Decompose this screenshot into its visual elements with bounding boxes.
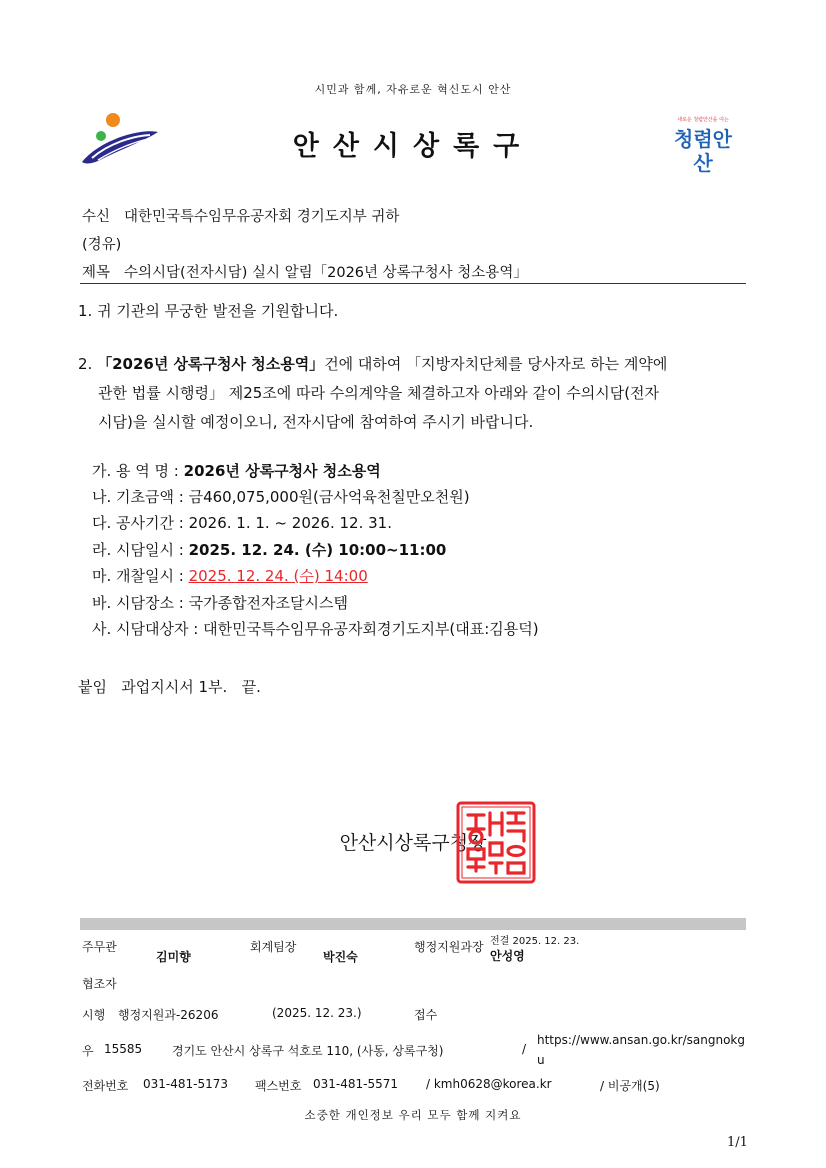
paragraph-2-number: 2. bbox=[78, 355, 98, 373]
item-period bbox=[92, 512, 392, 533]
address-separator: / bbox=[522, 1042, 527, 1056]
slogan: 시민과 함께, 자유로운 혁신도시 안산 bbox=[314, 83, 512, 96]
item-value: 2026년 상록구청사 청소용역 bbox=[183, 462, 381, 480]
enforce-number: 행정지원과-26206 bbox=[118, 1008, 219, 1022]
privacy-note: 소중한 개인정보 우리 모두 함께 지켜요 bbox=[304, 1108, 522, 1122]
fax-number: 031-481-5571 bbox=[313, 1077, 399, 1091]
item-key: 라. 시담일시 : bbox=[92, 541, 184, 559]
subject-label: 제목 bbox=[82, 265, 111, 281]
header-divider bbox=[80, 283, 746, 284]
item-value: 금460,075,000원(금사억육천칠만오천원) bbox=[188, 488, 470, 506]
receive-label: 접수 bbox=[414, 1008, 438, 1022]
signer-name: 안산시상록구청장 bbox=[339, 832, 487, 854]
item-value: 2026. 1. 1. ~ 2026. 12. 31. bbox=[188, 514, 392, 532]
postcode-label: 우 bbox=[82, 1044, 94, 1058]
item-target bbox=[92, 618, 539, 639]
paragraph-2-bold: 「2026년 상록구청사 청소용역」 bbox=[97, 355, 325, 373]
item-opening-datetime bbox=[92, 565, 368, 586]
cooperator-label: 협조자 bbox=[82, 977, 117, 991]
item-key: 바. 시담장소 : bbox=[92, 594, 184, 612]
phone-number: 031-481-5173 bbox=[143, 1077, 229, 1091]
footer-bar bbox=[80, 918, 746, 930]
website-link[interactable]: https://www.ansan.go.kr/sangnokgu bbox=[537, 1033, 745, 1067]
team-leader-label: 회계팀장 bbox=[250, 940, 297, 954]
item-value: 2025. 12. 24. (수) 14:00 bbox=[188, 567, 368, 585]
subject-line bbox=[82, 261, 528, 282]
item-key: 마. 개찰일시 : bbox=[92, 567, 184, 585]
address: 경기도 안산시 상록구 석호로 110, (사동, 상록구청) bbox=[172, 1044, 444, 1058]
item-value: 국가종합전자조달시스템 bbox=[188, 594, 348, 612]
fax-label: 팩스번호 bbox=[255, 1079, 302, 1093]
via-label: (경유) bbox=[82, 237, 122, 253]
paragraph-2-line-3: 시담)을 실시할 예정이오니, 전자시담에 참여하여 주시기 바랍니다. bbox=[98, 413, 534, 431]
clean-ansan-logo bbox=[668, 116, 738, 175]
email-address[interactable]: / kmh0628@korea.kr bbox=[426, 1077, 552, 1091]
org-title: 안산시상록구 bbox=[292, 131, 534, 162]
official-seal-icon bbox=[456, 801, 536, 884]
item-key: 다. 공사기간 : bbox=[92, 514, 184, 532]
item-negotiation-datetime bbox=[92, 539, 446, 560]
item-value: 대한민국특수임무유공자회경기도지부(대표:김용덕) bbox=[203, 620, 539, 638]
team-leader-name: 박진숙 bbox=[323, 950, 358, 964]
disclosure-status: / 비공개(5) bbox=[600, 1079, 660, 1093]
attachment-line: 붙임 과업지시서 1부. 끝. bbox=[78, 678, 261, 696]
logo-main-text: 청렴안산 bbox=[674, 127, 732, 175]
postcode: 15585 bbox=[104, 1042, 143, 1056]
item-location bbox=[92, 592, 348, 613]
enforce-date: (2025. 12. 23.) bbox=[272, 1006, 362, 1020]
paragraph-2 bbox=[78, 350, 748, 437]
logo-small-text: 새로운 청렴안산을 여는 bbox=[677, 117, 729, 123]
item-key: 가. 용 역 명 : bbox=[92, 462, 179, 480]
drafter-name: 김미향 bbox=[156, 950, 191, 964]
recipient-value: 대한민국특수임무유공자회 경기도지부 귀하 bbox=[124, 209, 400, 225]
item-value: 2025. 12. 24. (수) 10:00~11:00 bbox=[188, 541, 447, 559]
paragraph-2-line-1 bbox=[78, 350, 748, 379]
approval-note: 전결 2025. 12. 23. bbox=[490, 936, 580, 947]
recipient-label: 수신 bbox=[82, 209, 111, 225]
enforce-label: 시행 bbox=[82, 1008, 106, 1022]
chief-label: 행정지원과장 bbox=[414, 940, 484, 954]
subject-value: 수의시담(전자시담) 실시 알림「2026년 상록구청사 청소용역」 bbox=[124, 265, 528, 281]
paragraph-2-rest: 건에 대하여 「지방자치단체를 당사자로 하는 계약에 bbox=[324, 355, 668, 373]
item-key: 나. 기초금액 : bbox=[92, 488, 184, 506]
page-number: 1/1 bbox=[727, 1135, 748, 1150]
drafter-label: 주무관 bbox=[82, 940, 117, 954]
recipient-line bbox=[82, 205, 399, 226]
chief-name: 안성영 bbox=[490, 949, 525, 963]
item-base-amount bbox=[92, 486, 470, 507]
item-service-name bbox=[92, 460, 381, 481]
item-key: 사. 시담대상자 : bbox=[92, 620, 199, 638]
paragraph-1: 1. 귀 기관의 무궁한 발전을 기원합니다. bbox=[78, 302, 339, 320]
phone-label: 전화번호 bbox=[82, 1079, 129, 1093]
paragraph-2-line-2: 관한 법률 시행령」 제25조에 따라 수의계약을 체결하고자 아래와 같이 수의시담(전자 bbox=[98, 384, 660, 402]
